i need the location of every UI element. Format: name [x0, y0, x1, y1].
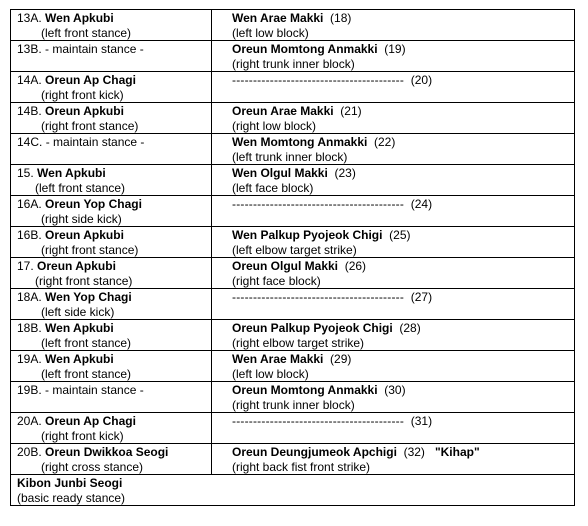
stance-cell: [11, 413, 212, 444]
move-name: Oreun Olgul Makki: [232, 259, 339, 273]
sequence-row: [11, 413, 575, 444]
move-cell: [212, 413, 575, 444]
move-name: Oreun Momtong Anmakki: [232, 42, 378, 56]
stance-cell: [11, 227, 212, 258]
move-line: [232, 321, 570, 336]
sequence-row: [11, 351, 575, 382]
stance-line: [17, 321, 207, 336]
move-line: [232, 445, 570, 460]
stance-line: [17, 73, 207, 88]
move-name: Oreun Arae Makki: [232, 104, 334, 118]
move-desc: (left trunk inner block): [232, 149, 348, 164]
move-cell: [212, 196, 575, 227]
move-cell: [212, 227, 575, 258]
sequence-row: [11, 382, 575, 413]
move-cell: [212, 258, 575, 289]
move-cell: [212, 134, 575, 165]
stance-note: - maintain stance -: [45, 135, 145, 149]
final-stance-desc: (basic ready stance): [17, 490, 126, 505]
step-id: 20A.: [17, 414, 42, 428]
sequence-row: [11, 227, 575, 258]
form-sequence-rows: [11, 10, 575, 475]
stance-cell: [11, 320, 212, 351]
step-id: 14C.: [17, 135, 43, 149]
stance-desc: (left front stance): [35, 180, 126, 195]
stance-name: Oreun Apkubi: [45, 104, 124, 118]
stance-desc: (right front stance): [41, 242, 139, 257]
stance-desc: (left front stance): [41, 25, 132, 40]
stance-line: [17, 383, 207, 398]
sequence-row: [11, 196, 575, 227]
move-line: [232, 290, 570, 305]
move-name: Wen Olgul Makki: [232, 166, 328, 180]
sequence-row: [11, 289, 575, 320]
move-cell: [212, 382, 575, 413]
stance-cell: [11, 165, 212, 196]
move-number: (23): [334, 166, 356, 180]
step-id: 18A.: [17, 290, 42, 304]
stance-line: [17, 352, 207, 367]
stance-desc: (right front kick): [41, 87, 124, 102]
stance-name: Wen Apkubi: [45, 352, 114, 366]
final-cell: [11, 475, 575, 506]
move-number: (29): [330, 352, 352, 366]
move-name: Oreun Palkup Pyojeok Chigi: [232, 321, 393, 335]
move-dashes: -----------------------------------------: [232, 197, 405, 211]
stance-desc: (right cross stance): [41, 459, 144, 474]
move-cell: [212, 289, 575, 320]
move-cell: [212, 444, 575, 475]
move-number: (19): [384, 42, 406, 56]
step-id: 17.: [17, 259, 34, 273]
stance-name: Oreun Yop Chagi: [45, 197, 142, 211]
stance-line: [17, 228, 207, 243]
move-desc: (right trunk inner block): [232, 397, 355, 412]
stance-cell: [11, 134, 212, 165]
sequence-row: [11, 258, 575, 289]
sequence-row: [11, 10, 575, 41]
move-dashes: -----------------------------------------: [232, 414, 405, 428]
move-dashes: -----------------------------------------: [232, 73, 405, 87]
move-line: [232, 228, 570, 243]
final-stance-name: Kibon Junbi Seogi: [17, 476, 123, 490]
stance-desc: (left side kick): [41, 304, 115, 319]
step-id: 16A.: [17, 197, 42, 211]
step-id: 18B.: [17, 321, 42, 335]
stance-desc: (left front stance): [41, 335, 132, 350]
step-id: 20B.: [17, 445, 42, 459]
move-number: (31): [410, 414, 433, 428]
move-name: Wen Momtong Anmakki: [232, 135, 368, 149]
move-number: (28): [399, 321, 421, 335]
final-row: [11, 475, 575, 506]
stance-name: Wen Apkubi: [45, 11, 114, 25]
stance-name: Oreun Ap Chagi: [45, 414, 136, 428]
move-number: (24): [410, 197, 433, 211]
move-number: (22): [374, 135, 396, 149]
move-cell: [212, 41, 575, 72]
move-desc: (left elbow target strike): [232, 242, 357, 257]
stance-cell: [11, 103, 212, 134]
step-id: 16B.: [17, 228, 42, 242]
sequence-row: [11, 103, 575, 134]
move-desc: (left low block): [232, 366, 309, 381]
stance-name: Wen Apkubi: [37, 166, 106, 180]
stance-desc: (left front stance): [41, 366, 132, 381]
move-number: (30): [384, 383, 406, 397]
move-name: Oreun Momtong Anmakki: [232, 383, 378, 397]
move-line: [232, 383, 570, 398]
stance-name: Oreun Apkubi: [45, 228, 124, 242]
step-id: 13A.: [17, 11, 42, 25]
move-cell: [212, 351, 575, 382]
stance-cell: [11, 351, 212, 382]
move-name: Wen Palkup Pyojeok Chigi: [232, 228, 383, 242]
move-desc: (right face block): [232, 273, 321, 288]
stance-line: [17, 104, 207, 119]
move-cell: [212, 165, 575, 196]
move-name: Wen Arae Makki: [232, 352, 324, 366]
stance-desc: (right front stance): [35, 273, 133, 288]
step-id: 13B.: [17, 42, 42, 56]
move-number: (27): [410, 290, 433, 304]
stance-cell: [11, 10, 212, 41]
step-id: 14B.: [17, 104, 42, 118]
move-number: (20): [410, 73, 433, 87]
stance-note: - maintain stance -: [45, 42, 144, 56]
kihap-label: "Kihap": [434, 445, 480, 459]
form-sequence-table: [10, 9, 575, 506]
stance-name: Oreun Apkubi: [37, 259, 116, 273]
step-id: 14A.: [17, 73, 42, 87]
sequence-row: [11, 41, 575, 72]
move-name: Oreun Deungjumeok Apchigi: [232, 445, 397, 459]
stance-desc: (right side kick): [41, 211, 122, 226]
stance-line: [17, 166, 207, 181]
move-line: [232, 197, 570, 212]
move-line: [232, 11, 570, 26]
stance-desc: (right front stance): [41, 118, 139, 133]
stance-line: [17, 42, 207, 57]
move-cell: [212, 320, 575, 351]
move-desc: (right low block): [232, 118, 317, 133]
move-line: [232, 414, 570, 429]
stance-name: Oreun Ap Chagi: [45, 73, 136, 87]
move-line: [232, 166, 570, 181]
move-number: (32): [403, 445, 425, 459]
stance-cell: [11, 258, 212, 289]
stance-desc: (right front kick): [41, 428, 124, 443]
stance-line: [17, 197, 207, 212]
stance-cell: [11, 444, 212, 475]
step-id: 19B.: [17, 383, 42, 397]
move-line: [232, 104, 570, 119]
move-dashes: -----------------------------------------: [232, 290, 405, 304]
stance-note: - maintain stance -: [45, 383, 144, 397]
move-cell: [212, 103, 575, 134]
stance-line: [17, 445, 207, 460]
move-cell: [212, 72, 575, 103]
stance-cell: [11, 382, 212, 413]
stance-line: [17, 414, 207, 429]
move-number: (18): [330, 11, 352, 25]
stance-line: [17, 11, 207, 26]
move-line: [232, 42, 570, 57]
move-desc: (right back fist front strike): [232, 459, 371, 474]
stance-name: Oreun Dwikkoa Seogi: [45, 445, 169, 459]
move-desc: (left low block): [232, 25, 309, 40]
sequence-row: [11, 134, 575, 165]
stance-name: Wen Yop Chagi: [45, 290, 132, 304]
sequence-row: [11, 72, 575, 103]
stance-cell: [11, 196, 212, 227]
move-line: [232, 259, 570, 274]
move-line: [232, 73, 570, 88]
move-line: [232, 135, 570, 150]
stance-cell: [11, 41, 212, 72]
move-desc: (left face block): [232, 180, 314, 195]
move-desc: (right trunk inner block): [232, 56, 355, 71]
sequence-row: [11, 165, 575, 196]
stance-line: [17, 259, 207, 274]
stance-cell: [11, 72, 212, 103]
step-id: 15.: [17, 166, 34, 180]
stance-line: [17, 135, 207, 150]
move-line: [232, 352, 570, 367]
stance-cell: [11, 289, 212, 320]
stance-name: Wen Apkubi: [45, 321, 114, 335]
sequence-row: [11, 444, 575, 475]
move-cell: [212, 10, 575, 41]
move-desc: (right elbow target strike): [232, 335, 365, 350]
move-number: (26): [344, 259, 367, 273]
step-id: 19A.: [17, 352, 42, 366]
stance-line: [17, 290, 207, 305]
sequence-row: [11, 320, 575, 351]
move-name: Wen Arae Makki: [232, 11, 324, 25]
move-number: (25): [389, 228, 411, 242]
move-number: (21): [340, 104, 362, 118]
